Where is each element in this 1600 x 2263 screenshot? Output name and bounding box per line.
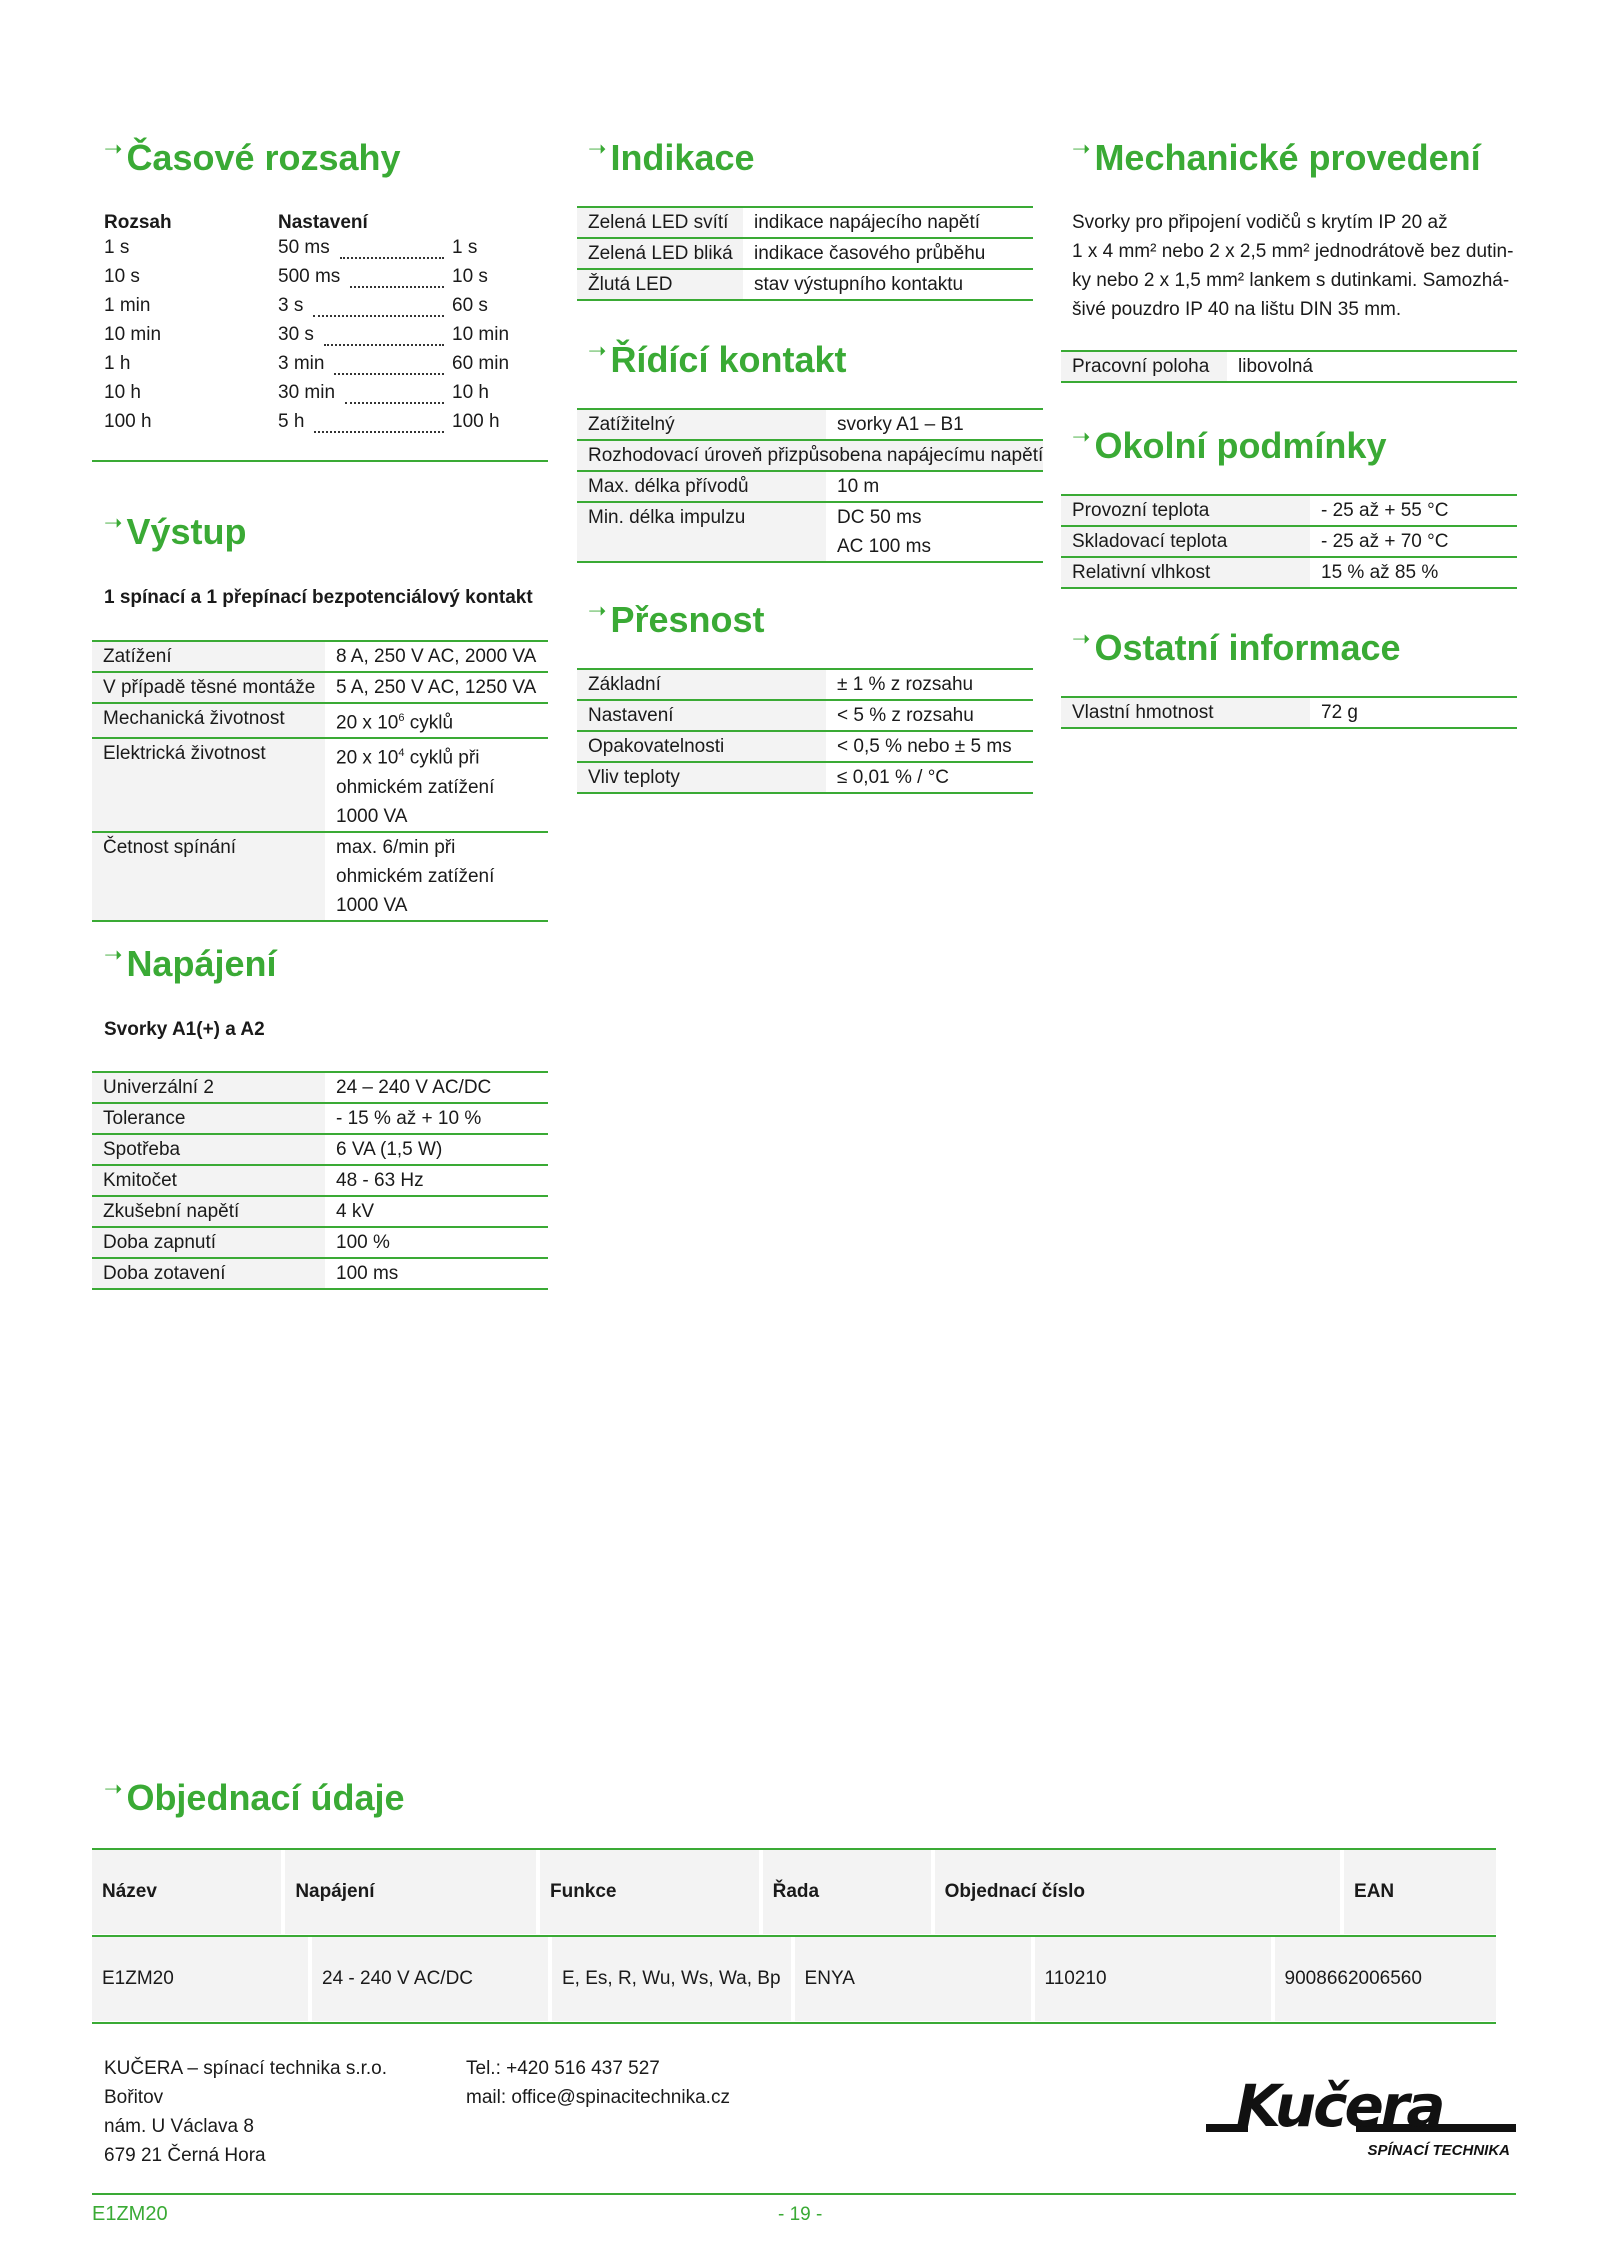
value-part: cyklů bbox=[404, 712, 454, 734]
row-key: Vliv teploty bbox=[577, 762, 826, 793]
order-table bbox=[88, 1850, 1500, 1934]
row-key: Provozní teplota bbox=[1061, 495, 1310, 526]
logo-subtitle: SPÍNACÍ TECHNIKA bbox=[1367, 2142, 1510, 2159]
row-key: Vlastní hmotnost bbox=[1061, 697, 1310, 728]
range-to: 10 min bbox=[452, 324, 510, 345]
row-value: indikace časového průběhu bbox=[743, 238, 1033, 269]
ostatni-table bbox=[1061, 696, 1517, 729]
row-value: indikace napájecího napětí bbox=[743, 207, 1033, 238]
section-title-mechanicke-provedeni bbox=[1072, 136, 1481, 179]
napajeni-title-text: Napájení bbox=[126, 943, 277, 984]
row-key: Tolerance bbox=[92, 1103, 325, 1134]
presnost-title-text: Přesnost bbox=[610, 599, 765, 640]
row-key: Relativní vlhkost bbox=[1061, 557, 1310, 588]
row-value: ± 1 % z rozsahu bbox=[826, 669, 1033, 700]
row-value: < 0,5 % nebo ± 5 ms bbox=[826, 731, 1033, 762]
row-key: Min. délka impulzu bbox=[577, 502, 826, 562]
arrow-right-icon: ➝ bbox=[588, 338, 607, 363]
row-value: 4 kV bbox=[325, 1196, 548, 1227]
vystup-subtitle: 1 spínací a 1 přepínací bezpotenciálový kontakt bbox=[104, 587, 533, 608]
row-value: 72 g bbox=[1310, 697, 1517, 728]
arrow-right-icon: ➝ bbox=[104, 510, 123, 535]
row-key: Doba zapnutí bbox=[92, 1227, 325, 1258]
range-to: 10 s bbox=[452, 266, 488, 287]
table-row bbox=[92, 1165, 548, 1196]
table-row bbox=[577, 669, 1033, 700]
arrow-right-icon: ➝ bbox=[1072, 136, 1091, 161]
mechanicke-title-text: Mechanické provedení bbox=[1094, 137, 1481, 178]
row-key: Zatížení bbox=[92, 641, 325, 672]
row-value: 24 – 240 V AC/DC bbox=[325, 1072, 548, 1103]
row-value bbox=[325, 738, 548, 831]
range-to: 1 s bbox=[452, 237, 478, 258]
casove-title-text: Časové rozsahy bbox=[126, 137, 401, 178]
section-title-vystup bbox=[104, 510, 246, 553]
cell: E, Es, R, Wu, Ws, Wa, Bp bbox=[552, 1937, 791, 2021]
ridici-title-text: Řídící kontakt bbox=[610, 339, 847, 380]
kucera-logo bbox=[1206, 2072, 1516, 2172]
vystup-title-text: Výstup bbox=[126, 511, 247, 552]
arrow-right-icon: ➝ bbox=[588, 136, 607, 161]
range-from: 5 h bbox=[278, 411, 305, 432]
table-row bbox=[92, 1103, 548, 1134]
header-cell: Řada bbox=[763, 1850, 931, 1934]
objednaci-title-text: Objednací údaje bbox=[126, 1777, 405, 1818]
address-line: KUČERA – spínací technika s.r.o. bbox=[104, 2058, 388, 2079]
row-value: < 5 % z rozsahu bbox=[826, 700, 1033, 731]
cell: ENYA bbox=[795, 1937, 1031, 2021]
row-key: Skladovací teplota bbox=[1061, 526, 1310, 557]
row-value bbox=[325, 703, 548, 738]
text-line: 1 x 4 mm² nebo 2 x 2,5 mm² jednodrátově bez dutin- bbox=[1072, 241, 1514, 262]
col-head-rozsah: Rozsah bbox=[104, 212, 172, 233]
arrow-right-icon: ➝ bbox=[104, 136, 123, 161]
row-key: Zelená LED bliká bbox=[577, 238, 743, 269]
row-key: Zelená LED svítí bbox=[577, 207, 743, 238]
table-header-row bbox=[92, 1850, 1496, 1934]
dotted-leader bbox=[340, 243, 444, 259]
row-value: libovolná bbox=[1227, 351, 1517, 382]
section-title-indikace bbox=[588, 136, 755, 179]
table-row bbox=[577, 471, 1043, 502]
table-row bbox=[1061, 697, 1517, 728]
row-key: Univerzální 2 bbox=[92, 1072, 325, 1103]
range-label: 10 min bbox=[104, 324, 162, 345]
table-row bbox=[577, 269, 1033, 300]
value-part: ohmickém zatížení bbox=[336, 776, 495, 798]
range-from: 3 s bbox=[278, 295, 304, 316]
table-row bbox=[577, 700, 1033, 731]
range-to: 10 h bbox=[452, 382, 489, 403]
dotted-leader bbox=[314, 417, 444, 433]
order-table-body bbox=[88, 1937, 1500, 2021]
row-value: 6 VA (1,5 W) bbox=[325, 1134, 548, 1165]
table-row bbox=[92, 1072, 548, 1103]
arrow-right-icon: ➝ bbox=[1072, 424, 1091, 449]
row-value: - 25 až + 55 °C bbox=[1310, 495, 1517, 526]
arrow-right-icon: ➝ bbox=[1072, 626, 1091, 651]
table-row bbox=[92, 641, 548, 672]
table-row bbox=[92, 672, 548, 703]
text-line: Svorky pro připojení vodičů s krytím IP 20 až bbox=[1072, 212, 1448, 233]
section-title-ostatni-informace bbox=[1072, 626, 1401, 669]
row-value: 48 - 63 Hz bbox=[325, 1165, 548, 1196]
row-key: Opakovatelnosti bbox=[577, 731, 826, 762]
table-row bbox=[1061, 351, 1517, 382]
company-address bbox=[104, 2054, 387, 2170]
value-sup: 6 bbox=[398, 712, 405, 724]
row-key: Pracovní poloha bbox=[1061, 351, 1227, 382]
table-row bbox=[92, 1258, 548, 1289]
contact-phone: Tel.: +420 516 437 527 bbox=[466, 2058, 660, 2079]
indikace-table bbox=[577, 206, 1033, 301]
col-head-nastaveni: Nastavení bbox=[278, 212, 368, 233]
row-key: Max. délka přívodů bbox=[577, 471, 826, 502]
row-value: svorky A1 – B1 bbox=[826, 409, 1043, 440]
divider bbox=[92, 2022, 1496, 2024]
range-label: 10 s bbox=[104, 266, 140, 287]
range-from: 50 ms bbox=[278, 237, 330, 258]
mechanicke-text bbox=[1072, 208, 1532, 324]
napajeni-subtitle: Svorky A1(+) a A2 bbox=[104, 1019, 265, 1040]
row-key: Zatížitelný bbox=[577, 409, 826, 440]
divider bbox=[92, 2193, 1516, 2195]
page-number: - 19 - bbox=[778, 2204, 823, 2225]
row-key: Elektrická životnost bbox=[92, 738, 325, 831]
table-row bbox=[92, 1937, 1496, 2021]
section-title-ridici-kontakt bbox=[588, 338, 846, 381]
range-to: 100 h bbox=[452, 411, 500, 432]
okolni-table bbox=[1061, 494, 1517, 589]
row-key: Zkušební napětí bbox=[92, 1196, 325, 1227]
row-value: - 15 % až + 10 % bbox=[325, 1103, 548, 1134]
table-row bbox=[92, 738, 548, 831]
range-label: 10 h bbox=[104, 382, 141, 403]
text-line: ky nebo 2 x 1,5 mm² lankem s dutinkami. Samozhá- bbox=[1072, 270, 1510, 291]
header-cell: Název bbox=[92, 1850, 281, 1934]
indikace-title-text: Indikace bbox=[610, 137, 755, 178]
row-value bbox=[325, 832, 548, 921]
value-part: AC 100 ms bbox=[837, 536, 931, 557]
table-row bbox=[92, 1134, 548, 1165]
range-from: 500 ms bbox=[278, 266, 341, 287]
row-key: Mechanická životnost bbox=[92, 703, 325, 738]
presnost-table bbox=[577, 668, 1033, 794]
header-cell: EAN bbox=[1344, 1850, 1496, 1934]
table-row bbox=[92, 832, 548, 921]
range-from: 30 s bbox=[278, 324, 314, 345]
address-line: nám. U Václava 8 bbox=[104, 2116, 254, 2137]
value-part: 1000 VA bbox=[336, 894, 408, 916]
contact-email[interactable]: mail: office@spinacitechnika.cz bbox=[466, 2087, 730, 2108]
table-row bbox=[577, 731, 1033, 762]
row-value: 5 A, 250 V AC, 1250 VA bbox=[325, 672, 548, 703]
company-contact bbox=[466, 2054, 730, 2112]
value-part: DC 50 ms bbox=[837, 507, 922, 528]
value-sup: 4 bbox=[398, 747, 405, 760]
dotted-leader bbox=[350, 272, 444, 288]
dotted-leader bbox=[313, 301, 444, 317]
arrow-right-icon: ➝ bbox=[588, 598, 607, 623]
range-label: 100 h bbox=[104, 411, 152, 432]
dotted-leader bbox=[345, 388, 444, 404]
row-value: 15 % až 85 % bbox=[1310, 557, 1517, 588]
range-from: 3 min bbox=[278, 353, 325, 374]
cell: 110210 bbox=[1035, 1937, 1271, 2021]
table-row bbox=[577, 207, 1033, 238]
row-value: 100 % bbox=[325, 1227, 548, 1258]
logo-wordmark: Kučera bbox=[1236, 2072, 1443, 2140]
dotted-leader bbox=[324, 330, 444, 346]
row-key: Spotřeba bbox=[92, 1134, 325, 1165]
section-title-objednaci-udaje bbox=[104, 1776, 405, 1819]
row-value: - 25 až + 70 °C bbox=[1310, 526, 1517, 557]
value-part: 20 x 10 bbox=[336, 747, 399, 769]
row-key: Žlutá LED bbox=[577, 269, 743, 300]
table-row bbox=[577, 440, 1043, 471]
value-part: cyklů při bbox=[404, 747, 480, 769]
cell: E1ZM20 bbox=[92, 1937, 308, 2021]
row-key: Základní bbox=[577, 669, 826, 700]
table-row bbox=[577, 762, 1033, 793]
table-row bbox=[92, 703, 548, 738]
header-cell: Funkce bbox=[540, 1850, 759, 1934]
section-title-casove-rozsahy bbox=[104, 136, 401, 179]
table-row bbox=[92, 1227, 548, 1258]
row-key: Nastavení bbox=[577, 700, 826, 731]
arrow-right-icon: ➝ bbox=[104, 1776, 123, 1801]
cell: 24 - 240 V AC/DC bbox=[312, 1937, 548, 2021]
row-key: Rozhodovací úroveň přizpůsobena napájecímu napětí bbox=[577, 440, 1043, 471]
section-title-okolni-podminky bbox=[1072, 424, 1386, 467]
row-value: 8 A, 250 V AC, 2000 VA bbox=[325, 641, 548, 672]
value-part: 20 x 10 bbox=[336, 712, 399, 734]
row-value: stav výstupního kontaktu bbox=[743, 269, 1033, 300]
value-part: 1000 VA bbox=[336, 805, 408, 827]
range-label: 1 min bbox=[104, 295, 151, 316]
ostatni-title-text: Ostatní informace bbox=[1094, 627, 1401, 668]
section-title-presnost bbox=[588, 598, 765, 641]
vystup-table bbox=[92, 640, 548, 922]
table-row bbox=[92, 1196, 548, 1227]
row-key: Kmitočet bbox=[92, 1165, 325, 1196]
row-value: 100 ms bbox=[325, 1258, 548, 1289]
napajeni-table bbox=[92, 1071, 548, 1290]
header-cell: Objednací číslo bbox=[935, 1850, 1340, 1934]
address-line: 679 21 Černá Hora bbox=[104, 2145, 266, 2166]
cell: 9008662006560 bbox=[1275, 1937, 1496, 2021]
okolni-title-text: Okolní podmínky bbox=[1094, 425, 1387, 466]
range-to: 60 min bbox=[452, 353, 510, 374]
row-key: V případě těsné montáže bbox=[92, 672, 325, 703]
table-row bbox=[1061, 526, 1517, 557]
row-key: Doba zotavení bbox=[92, 1258, 325, 1289]
row-value bbox=[826, 502, 1043, 562]
table-row bbox=[1061, 557, 1517, 588]
mechanicke-table bbox=[1061, 350, 1517, 383]
divider bbox=[92, 460, 548, 462]
footer-model: E1ZM20 bbox=[92, 2203, 168, 2225]
row-key: Četnost spínání bbox=[92, 832, 325, 921]
address-line: Bořitov bbox=[104, 2087, 164, 2108]
ridici-table bbox=[577, 408, 1043, 563]
text-line: šivé pouzdro IP 40 na lištu DIN 35 mm. bbox=[1072, 299, 1402, 320]
range-from: 30 min bbox=[278, 382, 336, 403]
table-row bbox=[577, 238, 1033, 269]
value-part: max. 6/min při bbox=[336, 836, 456, 858]
table-row bbox=[577, 409, 1043, 440]
value-part: ohmickém zatížení bbox=[336, 865, 495, 887]
row-value: ≤ 0,01 % / °C bbox=[826, 762, 1033, 793]
range-label: 1 h bbox=[104, 353, 131, 374]
dotted-leader bbox=[334, 359, 444, 375]
table-row bbox=[1061, 495, 1517, 526]
range-to: 60 s bbox=[452, 295, 488, 316]
table-row bbox=[577, 502, 1043, 562]
section-title-napajeni bbox=[104, 942, 276, 985]
header-cell: Napájení bbox=[285, 1850, 536, 1934]
row-value: 10 m bbox=[826, 471, 1043, 502]
range-label: 1 s bbox=[104, 237, 130, 258]
arrow-right-icon: ➝ bbox=[104, 942, 123, 967]
